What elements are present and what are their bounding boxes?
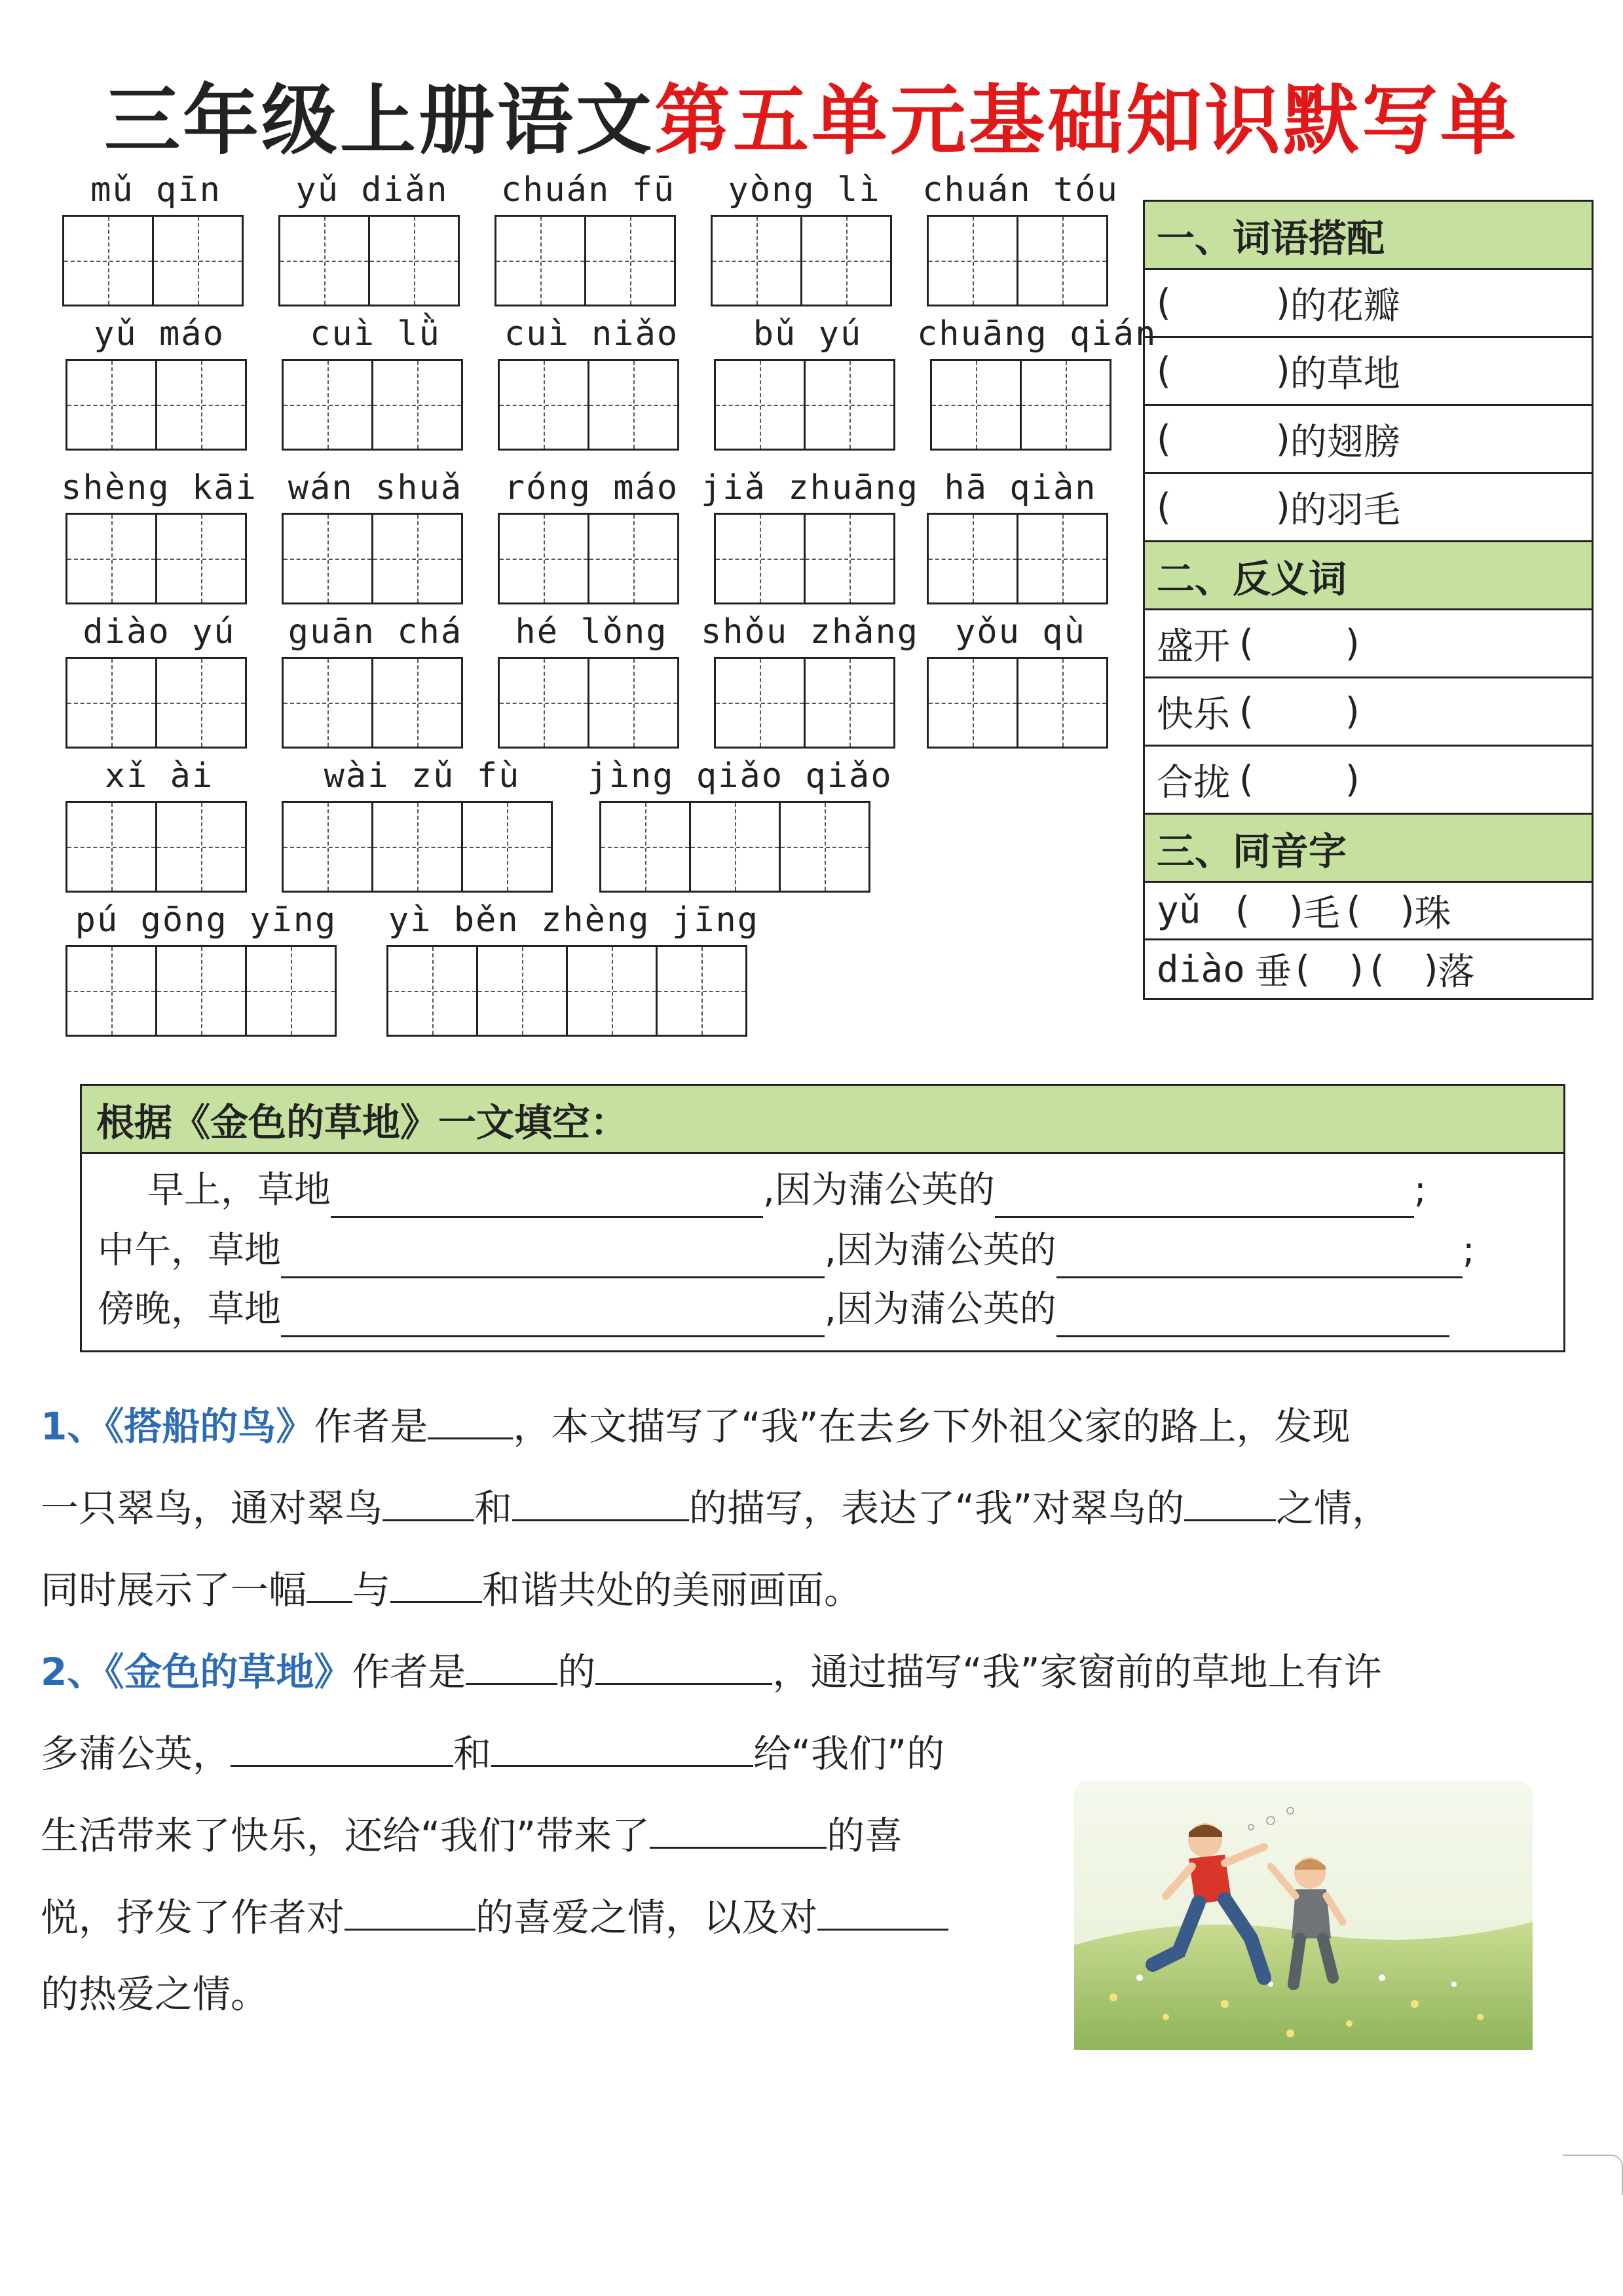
writing-box[interactable] xyxy=(930,359,1022,451)
section-heading: 一、词语搭配 xyxy=(1145,202,1592,270)
pinyin-label: wài zǔ fù xyxy=(324,756,521,796)
answer-blank[interactable] xyxy=(466,1644,557,1685)
writing-box[interactable] xyxy=(282,657,373,749)
writing-box[interactable] xyxy=(62,215,154,306)
writing-box[interactable] xyxy=(588,359,679,451)
writing-box[interactable] xyxy=(371,801,463,893)
answer-blank[interactable] xyxy=(512,1480,689,1521)
writing-box[interactable] xyxy=(278,215,370,306)
pinyin-label: chuāng qián xyxy=(917,314,1157,354)
answer-blank[interactable] xyxy=(382,1480,474,1521)
answer-blank[interactable] xyxy=(1056,1295,1449,1337)
writing-box[interactable] xyxy=(927,657,1018,749)
passage-table xyxy=(80,1084,1565,1352)
writing-box[interactable] xyxy=(65,513,157,604)
writing-box[interactable] xyxy=(800,215,892,306)
title-black: 三年级上册语文 xyxy=(104,77,654,165)
writing-box[interactable] xyxy=(65,945,157,1037)
answer-blank[interactable] xyxy=(345,1889,476,1931)
pinyin-label: yǒu qù xyxy=(955,612,1086,652)
answer-blank[interactable] xyxy=(1056,1236,1463,1278)
writing-box[interactable] xyxy=(588,657,679,749)
writing-box[interactable] xyxy=(1017,215,1108,306)
writing-box[interactable] xyxy=(498,513,589,604)
writing-box[interactable] xyxy=(282,513,373,604)
pinyin-label: shǒu zhǎng xyxy=(701,612,920,652)
pinyin-label: jiǎ zhuāng xyxy=(701,468,920,508)
pinyin-label: chuán tóu xyxy=(922,170,1119,210)
match-row: ( ) 的草地 xyxy=(1145,338,1592,406)
writing-box[interactable] xyxy=(656,945,747,1037)
pinyin-label: shèng kāi xyxy=(61,468,257,508)
writing-box[interactable] xyxy=(714,359,806,451)
pinyin-label: hé lǒng xyxy=(515,612,668,652)
writing-box[interactable] xyxy=(371,513,463,604)
answer-blank[interactable] xyxy=(650,1807,827,1849)
writing-box[interactable] xyxy=(1017,513,1108,604)
answer-blank[interactable] xyxy=(1184,1480,1276,1521)
right-table xyxy=(1143,200,1594,1000)
answer-blank[interactable] xyxy=(307,1562,352,1603)
section-heading: 三、同音字 xyxy=(1145,815,1592,883)
pinyin-label: yǔ diǎn xyxy=(295,170,449,210)
writing-box[interactable] xyxy=(599,801,691,893)
pinyin-label: guān chá xyxy=(288,612,463,652)
writing-box[interactable] xyxy=(155,801,247,893)
writing-box[interactable] xyxy=(245,945,337,1037)
match-row: ( ) 的羽毛 xyxy=(1145,474,1592,542)
q2-line3: 生活带来了快乐，还给“我们”带来了 的喜 xyxy=(41,1807,903,1859)
children-playing-illustration xyxy=(1074,1781,1533,2050)
writing-box[interactable] xyxy=(155,513,247,604)
title-red: 第五单元基础知识默写单 xyxy=(654,77,1519,165)
pinyin-label: yǔ máo xyxy=(94,314,225,354)
writing-box[interactable] xyxy=(155,945,247,1037)
writing-box[interactable] xyxy=(65,657,157,749)
writing-box[interactable] xyxy=(476,945,568,1037)
match-row: ( ) 的花瓣 xyxy=(1145,270,1592,338)
writing-box[interactable] xyxy=(155,359,247,451)
homophone-row: yǔ ( ) 毛 ( ) 珠 xyxy=(1145,883,1592,940)
writing-box[interactable] xyxy=(566,945,658,1037)
homophone-row: diào 垂 ( ) ( ) 落 xyxy=(1157,948,1475,993)
writing-box[interactable] xyxy=(368,215,460,306)
antonym-row: 合拢 ( ) xyxy=(1145,747,1592,815)
writing-box[interactable] xyxy=(804,359,895,451)
answer-blank[interactable] xyxy=(390,1562,482,1603)
writing-box[interactable] xyxy=(1020,359,1111,451)
q2-line1: 2、《金色的草地》作者是 的 ，通过描写“我”家窗前的草地上有许 xyxy=(41,1644,1382,1695)
q2-line4: 悦，抒发了作者对 的喜爱之情，以及对 xyxy=(41,1889,948,1940)
writing-box[interactable] xyxy=(155,657,247,749)
passage-line: 早上，草地 ,因为蒲公英的 ; xyxy=(147,1163,1427,1218)
pinyin-label: chuán fū xyxy=(500,170,676,210)
writing-box[interactable] xyxy=(927,215,1018,306)
pinyin-label: wán shuǎ xyxy=(288,468,463,508)
writing-box[interactable] xyxy=(779,801,870,893)
passage-line: 傍晚，草地 ,因为蒲公英的 xyxy=(98,1282,1449,1337)
q2-line2: 多蒲公英， 和 给“我们”的 xyxy=(41,1726,944,1777)
writing-box[interactable] xyxy=(386,945,478,1037)
writing-box[interactable] xyxy=(588,513,679,604)
pinyin-label: yòng lì xyxy=(728,170,881,210)
page-title xyxy=(0,65,1623,177)
pinyin-label: róng máo xyxy=(504,468,679,508)
section-heading: 二、反义词 xyxy=(1145,542,1592,610)
answer-blank[interactable] xyxy=(595,1644,772,1685)
passage-header: 根据《金色的草地》一文填空： xyxy=(82,1086,1563,1154)
writing-box[interactable] xyxy=(494,215,586,306)
writing-box[interactable] xyxy=(927,513,1018,604)
writing-box[interactable] xyxy=(498,359,589,451)
writing-box[interactable] xyxy=(282,801,373,893)
writing-box[interactable] xyxy=(461,801,553,893)
writing-box[interactable] xyxy=(371,359,463,451)
q1-line2: 一只翠鸟，通对翠鸟 和 的描写，表达了“我”对翠鸟的 之情， xyxy=(41,1480,1390,1531)
q1-line1: 1、《搭船的鸟》作者是 ，本文描写了“我”在去乡下外祖父家的路上，发现 xyxy=(41,1398,1350,1449)
answer-blank[interactable] xyxy=(231,1726,453,1767)
writing-box[interactable] xyxy=(804,513,895,604)
answer-blank[interactable] xyxy=(995,1176,1414,1218)
passage-line: 中午，草地 ,因为蒲公英的 ; xyxy=(98,1223,1475,1278)
writing-box[interactable] xyxy=(714,513,806,604)
q1-line3: 同时展示了一幅 与 和谐共处的美丽画面。 xyxy=(41,1562,862,1613)
answer-blank[interactable] xyxy=(491,1726,753,1767)
pinyin-label: hā qiàn xyxy=(944,468,1097,508)
writing-box[interactable] xyxy=(584,215,676,306)
pinyin-label: bǔ yú xyxy=(753,314,863,354)
antonym-row: 盛开 ( ) xyxy=(1145,610,1592,678)
pinyin-label: cuì lǜ xyxy=(310,314,441,354)
writing-box[interactable] xyxy=(714,657,806,749)
pinyin-label: xǐ ài xyxy=(104,756,214,796)
answer-blank[interactable] xyxy=(331,1176,763,1218)
writing-box[interactable] xyxy=(152,215,244,306)
answer-blank[interactable] xyxy=(817,1889,948,1931)
writing-box[interactable] xyxy=(65,359,157,451)
match-row: ( ) 的翅膀 xyxy=(1145,406,1592,474)
answer-blank[interactable] xyxy=(428,1398,513,1439)
answer-blank[interactable] xyxy=(281,1295,825,1337)
writing-box[interactable] xyxy=(711,215,802,306)
writing-box[interactable] xyxy=(804,657,895,749)
pinyin-label: cuì niǎo xyxy=(504,314,679,354)
writing-box[interactable] xyxy=(65,801,157,893)
pinyin-label: diào yú xyxy=(83,612,236,652)
writing-box[interactable] xyxy=(689,801,781,893)
pinyin-label: mǔ qīn xyxy=(90,170,221,210)
writing-box[interactable] xyxy=(1017,657,1108,749)
pinyin-label: yì běn zhèng jīng xyxy=(388,900,760,940)
page-curl-decoration xyxy=(1563,2155,1623,2195)
pinyin-label: jìng qiǎo qiǎo xyxy=(587,756,893,796)
antonym-row: 快乐 ( ) xyxy=(1145,678,1592,747)
pinyin-label: pú gōng yīng xyxy=(75,900,337,940)
q2-line5: 的热爱之情。 xyxy=(41,1972,269,2016)
answer-blank[interactable] xyxy=(281,1236,825,1278)
writing-box[interactable] xyxy=(498,657,589,749)
writing-box[interactable] xyxy=(371,657,463,749)
writing-box[interactable] xyxy=(282,359,373,451)
